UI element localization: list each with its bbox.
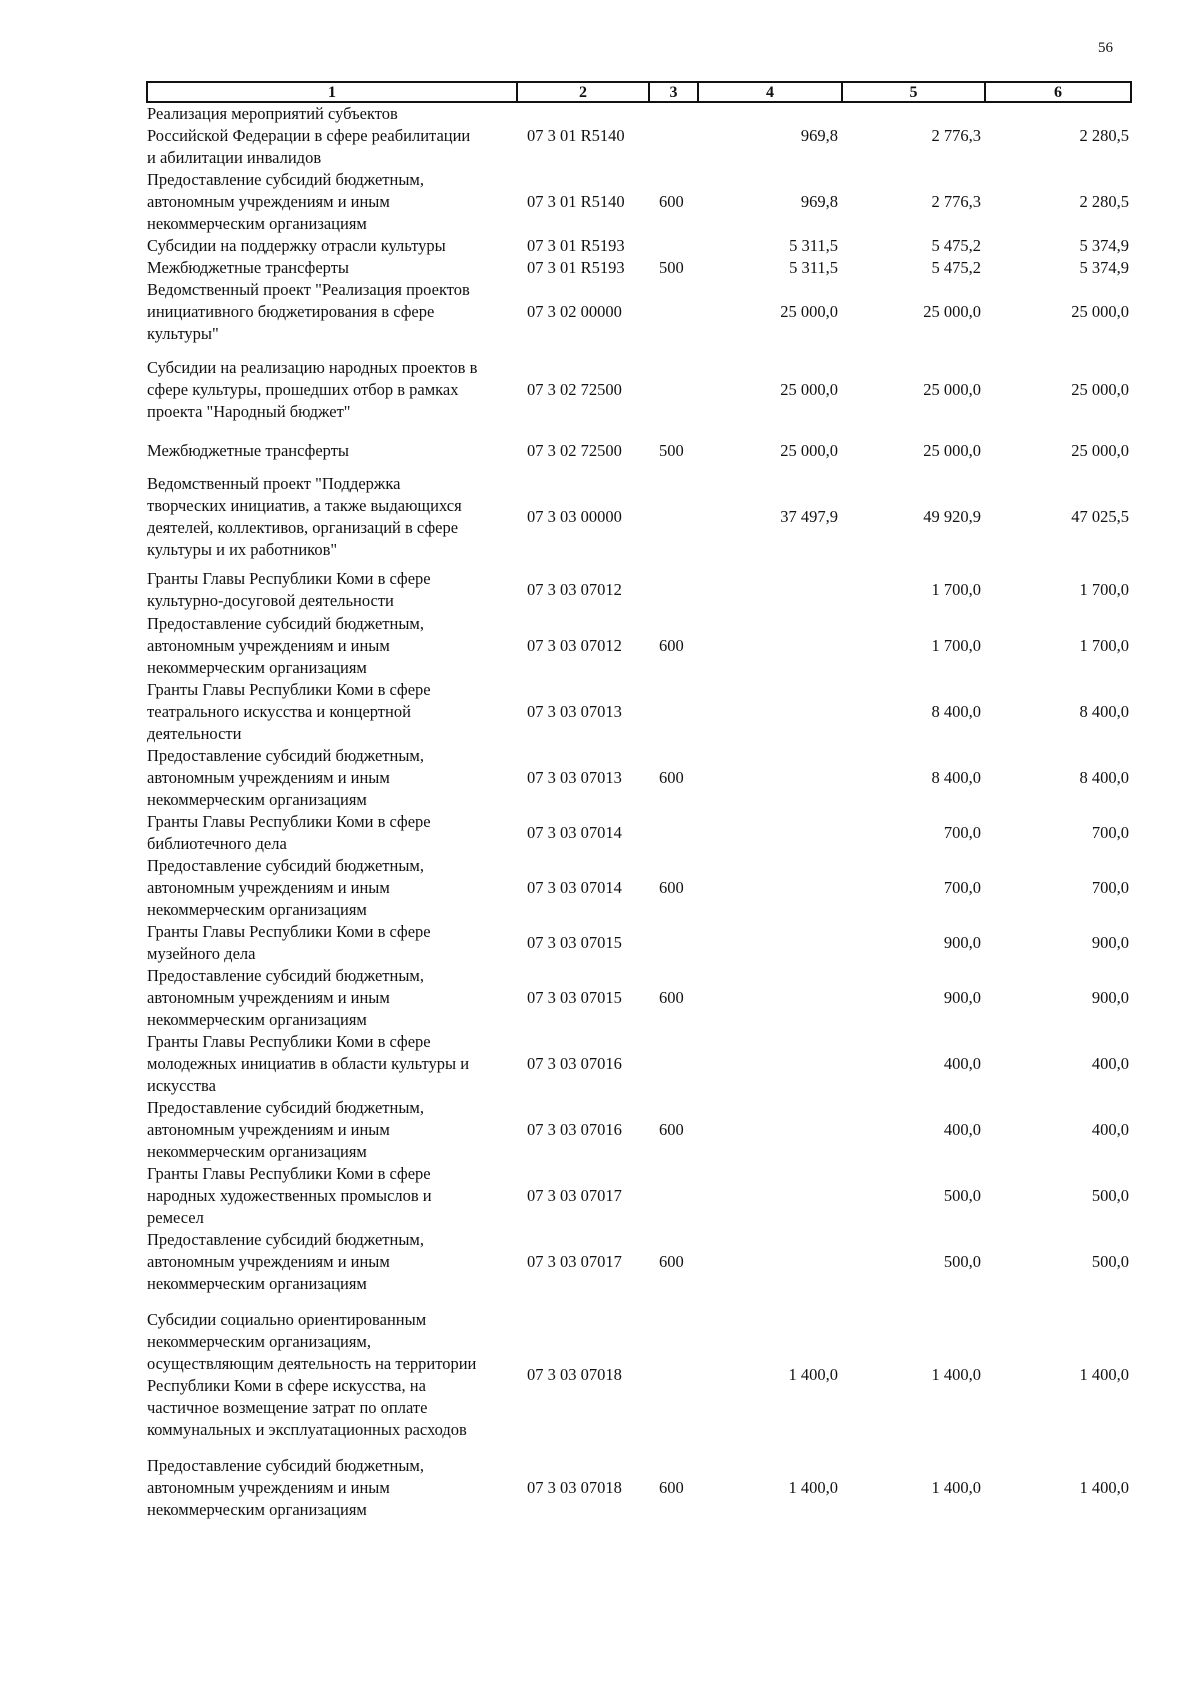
- row-value-col4: [698, 1229, 842, 1295]
- row-value-col5: 5 475,2: [931, 258, 981, 277]
- row-value-col4: [698, 965, 842, 1031]
- row-name-line: некоммерческим организациям: [147, 900, 367, 919]
- row-expense-type: 600: [659, 878, 684, 897]
- row-code: 07 3 03 07012: [527, 636, 622, 655]
- row-value-col6: 1 700,0: [1079, 636, 1129, 655]
- row-expense-type: [649, 921, 698, 965]
- row-code: 07 3 02 72500: [527, 380, 622, 399]
- row-name-line: Гранты Главы Республики Коми в сфере: [147, 680, 431, 699]
- row-name-line: автономным учреждениям и иным: [147, 988, 390, 1007]
- row-expense-type: 600: [659, 636, 684, 655]
- row-name-line: Российской Федерации в сфере реабилитации: [147, 126, 471, 145]
- row-name-line: автономным учреждениям и иным: [147, 192, 390, 211]
- row-name-line: творческих инициатив, а также выдающихся: [147, 496, 462, 515]
- row-name-line: некоммерческим организациям: [147, 214, 367, 233]
- row-expense-type: 600: [659, 1478, 684, 1497]
- row-value-col5: 400,0: [943, 1120, 981, 1139]
- row-value-col6: 8 400,0: [1079, 702, 1129, 721]
- row-expense-type: [649, 1031, 698, 1097]
- row-name: [147, 567, 517, 613]
- row-name-line: Реализация мероприятий субъектов: [147, 104, 398, 123]
- row-name-line: сфере культуры, прошедших отбор в рамках: [147, 380, 459, 399]
- row-value-col6: 5 374,9: [1079, 258, 1129, 277]
- row-name: [147, 279, 517, 345]
- row-value-col5: 25 000,0: [923, 380, 981, 399]
- row-value-col5: 400,0: [943, 1054, 981, 1073]
- row-name-line: театрального искусства и концертной: [147, 702, 411, 721]
- row-value-col4: [698, 679, 842, 745]
- row-name-line: искусства: [147, 1076, 216, 1095]
- row-code: 07 3 03 07015: [527, 988, 622, 1007]
- row-value-col4: 1 400,0: [788, 1478, 838, 1497]
- row-value-col6: 25 000,0: [1071, 302, 1129, 321]
- row-name: [147, 1455, 517, 1521]
- row-expense-type: [649, 235, 698, 257]
- row-code: 07 3 03 07018: [527, 1478, 622, 1497]
- row-code: 07 3 01 R5193: [527, 236, 625, 255]
- row-value-col6: 2 280,5: [1079, 126, 1129, 145]
- row-expense-type: [649, 811, 698, 855]
- row-name: [147, 1229, 517, 1295]
- row-name: [147, 102, 517, 169]
- row-value-col5: 25 000,0: [923, 302, 981, 321]
- row-value-col4: 1 400,0: [788, 1365, 838, 1384]
- row-name-line: Субсидии на реализацию народных проектов в: [147, 358, 478, 377]
- row-name-line: некоммерческим организациям: [147, 1500, 367, 1519]
- page-number: 56: [1098, 40, 1113, 56]
- row-expense-type: 600: [659, 1252, 684, 1271]
- table-row: [147, 169, 1131, 235]
- row-name: [147, 1295, 517, 1455]
- row-value-col6: 900,0: [1091, 988, 1129, 1007]
- table-row: [147, 613, 1131, 679]
- row-value-col5: 8 400,0: [931, 768, 981, 787]
- row-value-col6: 1 700,0: [1079, 580, 1129, 599]
- row-name-line: Гранты Главы Республики Коми в сфере: [147, 812, 431, 831]
- row-value-col5: 2 776,3: [931, 192, 981, 211]
- row-value-col6: 500,0: [1091, 1186, 1129, 1205]
- row-code: 07 3 03 07014: [527, 823, 622, 842]
- row-value-col5: 700,0: [943, 878, 981, 897]
- row-value-col4: [698, 921, 842, 965]
- row-expense-type: 600: [659, 192, 684, 211]
- row-value-col4: [698, 745, 842, 811]
- row-value-col5: 500,0: [943, 1252, 981, 1271]
- table-row: [147, 679, 1131, 745]
- row-name-line: ремесел: [147, 1208, 204, 1227]
- row-name: [147, 745, 517, 811]
- row-value-col6: 47 025,5: [1071, 507, 1129, 526]
- row-value-col4: 5 311,5: [789, 236, 838, 255]
- column-header: 2: [517, 82, 649, 102]
- row-code: 07 3 03 07017: [527, 1252, 622, 1271]
- row-name-line: некоммерческим организациям: [147, 1274, 367, 1293]
- row-value-col4: 25 000,0: [780, 302, 838, 321]
- table-row: [147, 1295, 1131, 1455]
- row-code: 07 3 03 00000: [527, 507, 622, 526]
- table-row: [147, 567, 1131, 613]
- row-value-col6: 2 280,5: [1079, 192, 1129, 211]
- row-name: [147, 811, 517, 855]
- row-value-col5: 5 475,2: [931, 236, 981, 255]
- table-body: [147, 102, 1131, 1521]
- row-name: [147, 467, 517, 567]
- row-value-col6: 700,0: [1091, 823, 1129, 842]
- table-row: [147, 811, 1131, 855]
- row-expense-type: 600: [659, 988, 684, 1007]
- row-value-col6: 400,0: [1091, 1054, 1129, 1073]
- budget-table: [146, 81, 1132, 1521]
- row-name-line: Предоставление субсидий бюджетным,: [147, 966, 424, 985]
- row-expense-type: [649, 345, 698, 435]
- row-value-col6: 1 400,0: [1079, 1365, 1129, 1384]
- row-name-line: деятельности: [147, 724, 242, 743]
- row-value-col5: 900,0: [943, 988, 981, 1007]
- table-row: [147, 235, 1131, 257]
- row-name-line: культурно-досуговой деятельности: [147, 591, 394, 610]
- row-name-line: автономным учреждениям и иным: [147, 636, 390, 655]
- row-code: 07 3 01 R5193: [527, 258, 625, 277]
- row-value-col4: [698, 855, 842, 921]
- table-row: [147, 1097, 1131, 1163]
- row-value-col5: 1 400,0: [931, 1478, 981, 1497]
- column-header: 1: [147, 82, 517, 102]
- row-name-line: Предоставление субсидий бюджетным,: [147, 856, 424, 875]
- row-value-col4: 5 311,5: [789, 258, 838, 277]
- row-name-line: Ведомственный проект "Реализация проектов: [147, 280, 470, 299]
- row-name-line: Предоставление субсидий бюджетным,: [147, 1230, 424, 1249]
- row-expense-type: 500: [659, 441, 684, 460]
- row-name: [147, 257, 517, 279]
- row-value-col4: [698, 811, 842, 855]
- row-value-col4: [698, 567, 842, 613]
- row-name: [147, 679, 517, 745]
- row-name-line: культуры": [147, 324, 219, 343]
- row-name: [147, 345, 517, 435]
- row-name: [147, 921, 517, 965]
- row-name-line: автономным учреждениям и иным: [147, 768, 390, 787]
- row-name: [147, 1163, 517, 1229]
- row-name-line: музейного дела: [147, 944, 256, 963]
- row-name-line: культуры и их работников": [147, 540, 338, 559]
- row-name-line: автономным учреждениям и иным: [147, 1478, 390, 1497]
- row-name-line: коммунальных и эксплуатационных расходов: [147, 1420, 467, 1439]
- table-row: [147, 855, 1131, 921]
- row-name-line: народных художественных промыслов и: [147, 1186, 432, 1205]
- row-name-line: инициативного бюджетирования в сфере: [147, 302, 435, 321]
- row-name-line: Предоставление субсидий бюджетным,: [147, 1456, 424, 1475]
- row-name-line: библиотечного дела: [147, 834, 287, 853]
- row-name-line: Межбюджетные трансферты: [147, 258, 350, 277]
- row-expense-type: [649, 467, 698, 567]
- row-name-line: Предоставление субсидий бюджетным,: [147, 170, 424, 189]
- row-value-col6: 25 000,0: [1071, 380, 1129, 399]
- row-name-line: автономным учреждениям и иным: [147, 1120, 390, 1139]
- row-name-line: Гранты Главы Республики Коми в сфере: [147, 1032, 431, 1051]
- table-row: [147, 279, 1131, 345]
- row-name-line: автономным учреждениям и иным: [147, 878, 390, 897]
- row-value-col5: 700,0: [943, 823, 981, 842]
- row-code: 07 3 02 00000: [527, 302, 622, 321]
- row-name-line: Субсидии социально ориентированным: [147, 1310, 427, 1329]
- table-row: [147, 467, 1131, 567]
- column-header-row: [147, 82, 1131, 102]
- row-name-line: автономным учреждениям и иным: [147, 1252, 390, 1271]
- table-row: [147, 345, 1131, 435]
- row-name-line: Гранты Главы Республики Коми в сфере: [147, 1164, 431, 1183]
- column-header: 5: [842, 82, 985, 102]
- table-row: [147, 257, 1131, 279]
- row-name-line: Гранты Главы Республики Коми в сфере: [147, 569, 431, 588]
- row-code: 07 3 03 07012: [527, 580, 622, 599]
- row-name: [147, 169, 517, 235]
- row-value-col5: 1 400,0: [931, 1365, 981, 1384]
- table-row: [147, 102, 1131, 169]
- row-value-col5: 1 700,0: [931, 580, 981, 599]
- row-value-col5: 8 400,0: [931, 702, 981, 721]
- row-value-col5: 1 700,0: [931, 636, 981, 655]
- row-name-line: некоммерческим организациям: [147, 1010, 367, 1029]
- table-row: [147, 965, 1131, 1031]
- row-code: 07 3 03 07014: [527, 878, 622, 897]
- row-value-col5: 49 920,9: [923, 507, 981, 526]
- row-code: 07 3 03 07017: [527, 1186, 622, 1205]
- table-row: [147, 921, 1131, 965]
- row-value-col6: 700,0: [1091, 878, 1129, 897]
- row-expense-type: 500: [659, 258, 684, 277]
- row-expense-type: [649, 567, 698, 613]
- row-value-col4: [698, 1097, 842, 1163]
- row-name: [147, 613, 517, 679]
- row-name-line: Ведомственный проект "Поддержка: [147, 474, 401, 493]
- row-value-col6: 500,0: [1091, 1252, 1129, 1271]
- column-header: 4: [698, 82, 842, 102]
- row-name-line: некоммерческим организациям: [147, 658, 367, 677]
- row-name-line: Предоставление субсидий бюджетным,: [147, 746, 424, 765]
- row-value-col4: [698, 613, 842, 679]
- row-value-col5: 500,0: [943, 1186, 981, 1205]
- row-expense-type: [649, 679, 698, 745]
- row-value-col4: 969,8: [800, 126, 838, 145]
- table-row: [147, 745, 1131, 811]
- row-value-col4: 37 497,9: [780, 507, 838, 526]
- row-value-col6: 1 400,0: [1079, 1478, 1129, 1497]
- row-name-line: Субсидии на поддержку отрасли культуры: [147, 236, 446, 255]
- row-value-col5: 900,0: [943, 933, 981, 952]
- row-name-line: Гранты Главы Республики Коми в сфере: [147, 922, 431, 941]
- row-value-col4: [698, 1163, 842, 1229]
- row-code: 07 3 03 07016: [527, 1120, 622, 1139]
- row-value-col4: 969,8: [800, 192, 838, 211]
- column-header: 6: [985, 82, 1131, 102]
- row-name-line: Республики Коми в сфере искусства, на: [147, 1376, 426, 1395]
- row-name-line: частичное возмещение затрат по оплате: [147, 1398, 428, 1417]
- row-expense-type: [649, 1295, 698, 1455]
- row-expense-type: [649, 279, 698, 345]
- row-code: 07 3 03 07013: [527, 768, 622, 787]
- row-name-line: осуществляющим деятельность на территории: [147, 1354, 477, 1373]
- row-name-line: молодежных инициатив в области культуры и: [147, 1054, 470, 1073]
- row-value-col6: 5 374,9: [1079, 236, 1129, 255]
- row-name-line: Межбюджетные трансферты: [147, 441, 350, 460]
- table-row: [147, 1163, 1131, 1229]
- row-name-line: некоммерческим организациям: [147, 790, 367, 809]
- row-value-col6: 900,0: [1091, 933, 1129, 952]
- row-name-line: некоммерческим организациям,: [147, 1332, 371, 1351]
- row-name-line: Предоставление субсидий бюджетным,: [147, 1098, 424, 1117]
- row-name: [147, 855, 517, 921]
- row-code: 07 3 03 07013: [527, 702, 622, 721]
- row-value-col6: 25 000,0: [1071, 441, 1129, 460]
- row-name: [147, 1031, 517, 1097]
- row-value-col4: 25 000,0: [780, 380, 838, 399]
- row-name-line: деятелей, коллективов, организаций в сфере: [147, 518, 459, 537]
- table-row: [147, 1229, 1131, 1295]
- row-name-line: Предоставление субсидий бюджетным,: [147, 614, 424, 633]
- row-code: 07 3 01 R5140: [527, 192, 625, 211]
- row-expense-type: [649, 1163, 698, 1229]
- row-code: 07 3 02 72500: [527, 441, 622, 460]
- row-value-col5: 2 776,3: [931, 126, 981, 145]
- table-row: [147, 1455, 1131, 1521]
- row-code: 07 3 03 07016: [527, 1054, 622, 1073]
- row-name: [147, 435, 517, 467]
- row-name: [147, 235, 517, 257]
- column-header: 3: [649, 82, 698, 102]
- row-expense-type: 600: [659, 768, 684, 787]
- row-value-col5: 25 000,0: [923, 441, 981, 460]
- row-expense-type: 600: [659, 1120, 684, 1139]
- row-name: [147, 965, 517, 1031]
- row-code: 07 3 03 07018: [527, 1365, 622, 1384]
- row-expense-type: [649, 102, 698, 169]
- row-name-line: и абилитации инвалидов: [147, 148, 322, 167]
- row-value-col6: 400,0: [1091, 1120, 1129, 1139]
- row-value-col6: 8 400,0: [1079, 768, 1129, 787]
- row-name-line: некоммерческим организациям: [147, 1142, 367, 1161]
- row-name: [147, 1097, 517, 1163]
- table-row: [147, 1031, 1131, 1097]
- row-code: 07 3 01 R5140: [527, 126, 625, 145]
- row-value-col4: [698, 1031, 842, 1097]
- row-value-col4: 25 000,0: [780, 441, 838, 460]
- row-code: 07 3 03 07015: [527, 933, 622, 952]
- table-row: [147, 435, 1131, 467]
- row-name-line: проекта "Народный бюджет": [147, 402, 351, 421]
